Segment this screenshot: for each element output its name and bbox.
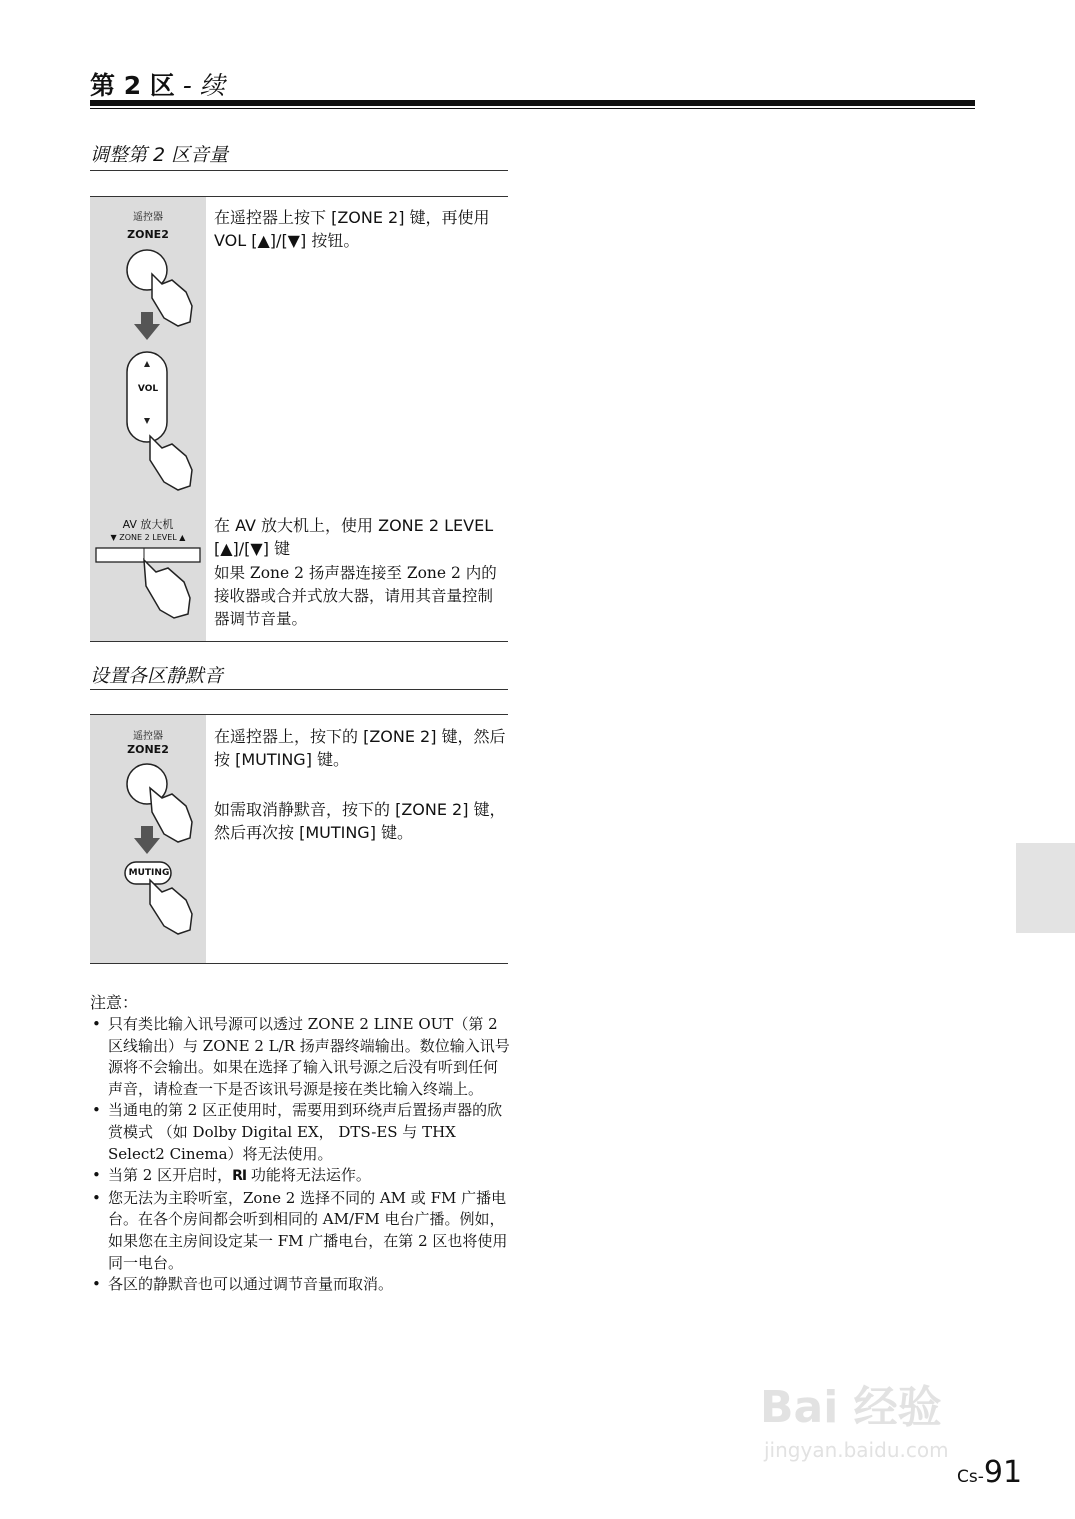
notes-title: 注意： xyxy=(90,993,139,1012)
arrow-down-icon xyxy=(134,312,160,340)
hand-icon xyxy=(152,274,192,326)
page-prefix: Cs- xyxy=(957,1467,984,1487)
page-title-sub: - 续 xyxy=(174,71,225,100)
remote-label: 遥控器 xyxy=(133,212,163,223)
notes-list xyxy=(90,1014,510,1296)
ri-logo-icon: RI xyxy=(232,1168,247,1185)
zone2-label: ZONE2 xyxy=(127,743,169,756)
arrow-down-icon xyxy=(134,826,160,854)
zone2-label: ZONE2 xyxy=(127,228,169,241)
section-title-zone-muting: 设置各区静默音 xyxy=(90,665,224,687)
section-divider xyxy=(90,170,508,171)
av-amp-label: AV 放大机 xyxy=(122,518,174,531)
note-item: • 各区的静默音也可以通过调节音量而取消。 xyxy=(90,1274,510,1296)
vol-label: VOL xyxy=(137,384,159,394)
mute-step1-text: 在遥控器上，按下的 [ZONE 2] 键，然后按 [MUTING] 键。 xyxy=(214,727,506,769)
hand-icon xyxy=(144,560,190,618)
remote-zone2-muting-illustration xyxy=(90,756,206,946)
page-number-value: 91 xyxy=(983,1455,1023,1490)
remote-zone2-vol-illustration xyxy=(90,240,206,500)
muting-label: MUTING xyxy=(128,868,170,878)
watermark-brand: Bai 经验 xyxy=(760,1382,942,1433)
note-item: • 当通电的第 2 区正使用时，需要用到环绕声后置扬声器的欣赏模式 （如 Dolby Digital EX， DTS-ES 与 THX Select2 Cinema）将无法使用。 xyxy=(90,1100,510,1165)
av-amp-level-illustration xyxy=(90,542,206,632)
note-item: • 您无法为主聆听室，Zone 2 选择不同的 AM 或 FM 广播电台。在各个房间都会听到相同的 AM/FM 电台广播。例如，如果您在主房间设定某一 FM 广播电台，在第 2 区也将使用同一电台。 xyxy=(90,1188,510,1274)
page-title xyxy=(90,66,225,102)
hand-icon xyxy=(150,880,192,934)
note-item-text: 功能将无法运作。 xyxy=(250,1166,371,1185)
section-divider xyxy=(90,689,508,690)
step2-note: 如果 Zone 2 扬声器连接至 Zone 2 内的接收器或合并式放大器，请用其音量控制器调节音量。 xyxy=(214,564,497,628)
zone2-level-label: ▼ ZONE 2 LEVEL ▲ xyxy=(110,533,186,542)
watermark-url: jingyan.baidu.com xyxy=(764,1438,949,1462)
header-rule-thick xyxy=(90,100,975,106)
header-rule-thin xyxy=(90,108,975,109)
note-item-prefix: 当第 2 区开启时， xyxy=(108,1166,233,1185)
mute-step2-text: 如需取消静默音，按下的 [ZONE 2] 键，然后再次按 [MUTING] 键。 xyxy=(214,800,506,842)
table-bottom-line xyxy=(90,641,508,642)
step1-text: 在遥控器上按下 [ZONE 2] 键，再使用 VOL [▲]/[▼] 按钮。 xyxy=(214,208,490,250)
table-bottom-line xyxy=(90,963,508,964)
note-item xyxy=(90,1165,510,1188)
remote-label: 遥控器 xyxy=(133,731,163,742)
baidu-watermark xyxy=(760,1350,1020,1460)
chapter-side-tab xyxy=(1016,843,1075,933)
step2-text: 在 AV 放大机上，使用 ZONE 2 LEVEL [▲]/[▼] 键 xyxy=(214,516,494,558)
hand-icon xyxy=(150,436,192,490)
section-title-zone2-volume: 调整第 2 区音量 xyxy=(90,144,229,166)
note-item: • 只有类比输入讯号源可以透过 ZONE 2 LINE OUT（第 2 区线输出）与 ZONE 2 L/R 扬声器终端输出。数位输入讯号源将不会输出。如果在选择了输入讯号源之后没有听到任何声音，请检查一下是否该讯号源是接在类比输入终端上。 xyxy=(90,1014,510,1100)
page-number xyxy=(957,1455,1022,1490)
page-title-main: 第 2 区 xyxy=(90,71,175,100)
level-key-icon xyxy=(96,548,200,562)
hand-icon xyxy=(150,788,192,842)
